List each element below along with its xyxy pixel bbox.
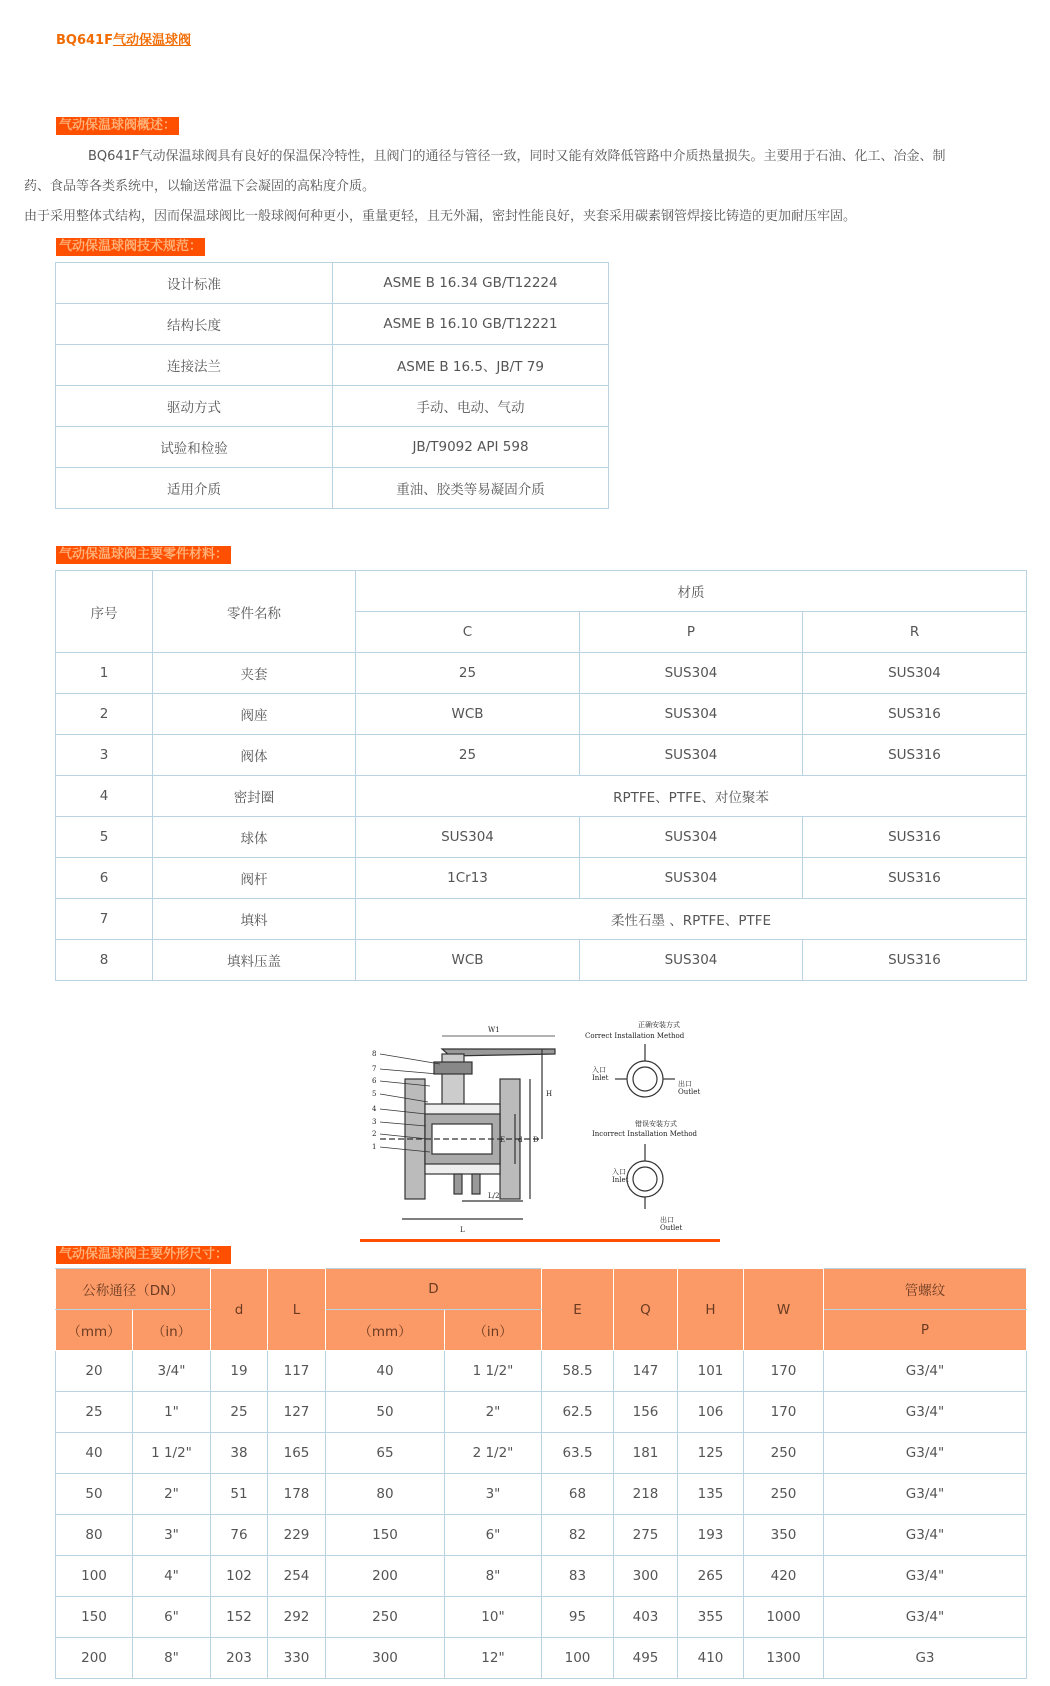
cell-l: 127 [268, 1392, 326, 1433]
cell-l: 292 [268, 1597, 326, 1638]
cell-q: 147 [614, 1351, 678, 1392]
cell-dn-mm: 25 [56, 1392, 133, 1433]
cell-thread-p: G3/4" [824, 1474, 1027, 1515]
part-name: 填料压盖 [153, 940, 356, 981]
cell-e: 58.5 [542, 1351, 614, 1392]
table-row [56, 940, 1027, 981]
header-l: L [268, 1269, 326, 1351]
cell-w: 1000 [744, 1597, 824, 1638]
cell-dn-in: 3" [133, 1515, 211, 1556]
table-row [56, 776, 1027, 817]
header-material: 材质 [356, 571, 1027, 612]
correct-en: Correct Installation Method [585, 1032, 685, 1040]
part-material-p: SUS304 [580, 858, 803, 899]
part-no: 5 [56, 817, 153, 858]
cell-D-mm: 65 [326, 1433, 445, 1474]
table-row [56, 899, 1027, 940]
part-no: 7 [56, 899, 153, 940]
part-material-c: WCB [356, 940, 580, 981]
cell-D-in: 2 1/2" [445, 1433, 542, 1474]
inlet-cn-2: 入口 [612, 1168, 626, 1176]
cell-D-in: 6" [445, 1515, 542, 1556]
overview-line-2: 药、食品等各类系统中，以输送常温下会凝固的高粘度介质。 [24, 179, 376, 194]
part-material-c: SUS304 [356, 817, 580, 858]
spec-key: 试验和检验 [56, 427, 333, 468]
header-dn-mm: （mm） [56, 1310, 133, 1351]
table-row [56, 1351, 1027, 1392]
cell-q: 495 [614, 1638, 678, 1679]
part-no: 6 [56, 858, 153, 899]
part-num-1: 1 [372, 1143, 377, 1151]
cell-thread-p: G3/4" [824, 1556, 1027, 1597]
part-material-p: SUS304 [580, 694, 803, 735]
cell-dn-mm: 40 [56, 1433, 133, 1474]
cell-e: 62.5 [542, 1392, 614, 1433]
cell-q: 181 [614, 1433, 678, 1474]
inlet-en-1: Inlet [592, 1074, 609, 1082]
cell-w: 250 [744, 1474, 824, 1515]
table-row [56, 427, 609, 468]
cell-D-mm: 50 [326, 1392, 445, 1433]
cell-d-small: 152 [211, 1597, 268, 1638]
table-row [56, 304, 609, 345]
dim-h: H [546, 1090, 553, 1098]
cell-h: 101 [678, 1351, 744, 1392]
part-num-2: 2 [372, 1130, 377, 1138]
cell-D-mm: 80 [326, 1474, 445, 1515]
part-num-6: 6 [372, 1077, 377, 1085]
part-material-c: 25 [356, 735, 580, 776]
part-material-r: SUS316 [803, 817, 1027, 858]
cell-dn-mm: 50 [56, 1474, 133, 1515]
part-no: 2 [56, 694, 153, 735]
cell-dn-mm: 150 [56, 1597, 133, 1638]
cell-dn-mm: 20 [56, 1351, 133, 1392]
spec-value: ASME B 16.5、JB/T 79 [333, 345, 609, 386]
cell-d-small: 203 [211, 1638, 268, 1679]
table-row [56, 1433, 1027, 1474]
header-dn-in: （in） [133, 1310, 211, 1351]
part-name: 密封圈 [153, 776, 356, 817]
part-name: 夹套 [153, 653, 356, 694]
cell-e: 95 [542, 1597, 614, 1638]
spec-key: 适用介质 [56, 468, 333, 509]
title-prefix: BQ641F [56, 33, 113, 48]
cell-D-in: 12" [445, 1638, 542, 1679]
table-row [56, 653, 1027, 694]
table-row [56, 345, 609, 386]
cell-D-mm: 200 [326, 1556, 445, 1597]
dim-l2: L/2 [488, 1192, 500, 1200]
cell-dn-in: 3/4" [133, 1351, 211, 1392]
cell-l: 117 [268, 1351, 326, 1392]
part-no: 1 [56, 653, 153, 694]
cell-D-in: 3" [445, 1474, 542, 1515]
table-row [56, 817, 1027, 858]
cell-l: 178 [268, 1474, 326, 1515]
overview-line-3: 由于采用整体式结构，因而保温球阀比一般球阀何种更小，重量更轻，且无外漏，密封性能良好，夹套采用碳素钢管焊接比铸造的更加耐压牢固。 [24, 209, 857, 224]
section-parts: 气动保温球阀主要零件材料： [56, 546, 231, 564]
cell-w: 350 [744, 1515, 824, 1556]
header-thread-p: P [824, 1310, 1027, 1351]
cell-dn-in: 6" [133, 1597, 211, 1638]
dims-table [55, 1268, 1027, 1679]
cell-dn-mm: 100 [56, 1556, 133, 1597]
cell-d-small: 51 [211, 1474, 268, 1515]
overview-paragraph [24, 142, 1011, 232]
part-name: 阀座 [153, 694, 356, 735]
cell-w: 250 [744, 1433, 824, 1474]
part-no: 8 [56, 940, 153, 981]
cell-D-in: 10" [445, 1597, 542, 1638]
correct-cn: 正确安装方式 [638, 1021, 680, 1029]
header-D-in: （in） [445, 1310, 542, 1351]
part-material-p: SUS304 [580, 940, 803, 981]
cell-d-small: 102 [211, 1556, 268, 1597]
cell-d-small: 76 [211, 1515, 268, 1556]
part-num-4: 4 [372, 1105, 377, 1113]
part-name: 阀杆 [153, 858, 356, 899]
dim-e: E [500, 1136, 506, 1144]
cell-dn-in: 1" [133, 1392, 211, 1433]
part-material-r: SUS304 [803, 653, 1027, 694]
part-material-c: 25 [356, 653, 580, 694]
part-material-all: 柔性石墨 、RPTFE、PTFE [356, 899, 1027, 940]
part-material-r: SUS316 [803, 694, 1027, 735]
cell-h: 265 [678, 1556, 744, 1597]
inlet-cn-1: 入口 [592, 1066, 606, 1074]
spec-key: 连接法兰 [56, 345, 333, 386]
part-no: 4 [56, 776, 153, 817]
part-material-p: SUS304 [580, 653, 803, 694]
cell-D-mm: 250 [326, 1597, 445, 1638]
table-row [56, 1597, 1027, 1638]
part-name: 阀体 [153, 735, 356, 776]
table-row [56, 858, 1027, 899]
header-d-small: d [211, 1269, 268, 1351]
cell-w: 170 [744, 1351, 824, 1392]
cell-D-in: 8" [445, 1556, 542, 1597]
header-part-name: 零件名称 [153, 571, 356, 653]
table-row [56, 386, 609, 427]
inlet-en-2: Inlet [612, 1176, 629, 1184]
header-r: R [803, 612, 1027, 653]
part-material-p: SUS304 [580, 735, 803, 776]
spec-key: 结构长度 [56, 304, 333, 345]
cell-thread-p: G3/4" [824, 1392, 1027, 1433]
overview-line-1: BQ641F气动保温球阀具有良好的保温保冷特性，且阀门的通径与管径一致，同时又能有效降低管路中介质热量损失。主要用于石油、化工、冶金、制 [88, 149, 946, 164]
part-material-r: SUS316 [803, 940, 1027, 981]
cell-e: 100 [542, 1638, 614, 1679]
cell-q: 403 [614, 1597, 678, 1638]
header-p: P [580, 612, 803, 653]
cell-q: 218 [614, 1474, 678, 1515]
spec-key: 驱动方式 [56, 386, 333, 427]
header-e: E [542, 1269, 614, 1351]
header-no: 序号 [56, 571, 153, 653]
cell-w: 420 [744, 1556, 824, 1597]
cell-e: 82 [542, 1515, 614, 1556]
part-material-r: SUS316 [803, 735, 1027, 776]
parts-table [55, 570, 1027, 981]
dim-D: D [533, 1136, 539, 1144]
section-spec: 气动保温球阀技术规范： [56, 238, 205, 256]
cell-thread-p: G3 [824, 1638, 1027, 1679]
cell-h: 193 [678, 1515, 744, 1556]
cell-d-small: 38 [211, 1433, 268, 1474]
page-title [56, 29, 191, 48]
cell-thread-p: G3/4" [824, 1351, 1027, 1392]
incorrect-cn: 错误安装方式 [635, 1120, 677, 1128]
spec-table [55, 262, 609, 509]
diagram-underline [360, 1239, 720, 1242]
cell-thread-p: G3/4" [824, 1515, 1027, 1556]
cell-h: 135 [678, 1474, 744, 1515]
cell-D-in: 1 1/2" [445, 1351, 542, 1392]
spec-value: JB/T9092 API 598 [333, 427, 609, 468]
cell-D-mm: 300 [326, 1638, 445, 1679]
cell-l: 254 [268, 1556, 326, 1597]
cell-d-small: 19 [211, 1351, 268, 1392]
cell-q: 156 [614, 1392, 678, 1433]
cell-dn-in: 1 1/2" [133, 1433, 211, 1474]
table-row [56, 1556, 1027, 1597]
cell-l: 330 [268, 1638, 326, 1679]
dim-l: L [460, 1226, 465, 1234]
header-q: Q [614, 1269, 678, 1351]
cell-h: 355 [678, 1597, 744, 1638]
section-dims: 气动保温球阀主要外形尺寸： [56, 1246, 231, 1264]
cell-dn-mm: 80 [56, 1515, 133, 1556]
table-row [56, 1515, 1027, 1556]
cell-q: 300 [614, 1556, 678, 1597]
table-row [56, 735, 1027, 776]
cell-dn-mm: 200 [56, 1638, 133, 1679]
part-num-5: 5 [372, 1090, 377, 1098]
title-link[interactable]: 气动保温球阀 [112, 33, 191, 48]
header-D-mm: （mm） [326, 1310, 445, 1351]
part-material-all: RPTFE、PTFE、对位聚苯 [356, 776, 1027, 817]
incorrect-en: Incorrect Installation Method [592, 1130, 698, 1138]
cell-h: 106 [678, 1392, 744, 1433]
table-row [56, 1638, 1027, 1679]
cell-e: 68 [542, 1474, 614, 1515]
cell-q: 275 [614, 1515, 678, 1556]
dim-w1: W1 [488, 1026, 500, 1034]
part-material-p: SUS304 [580, 817, 803, 858]
table-row [56, 1474, 1027, 1515]
part-material-c: 1Cr13 [356, 858, 580, 899]
part-name: 球体 [153, 817, 356, 858]
part-no: 3 [56, 735, 153, 776]
cell-dn-in: 2" [133, 1474, 211, 1515]
cell-w: 170 [744, 1392, 824, 1433]
part-name: 填料 [153, 899, 356, 940]
cell-d-small: 25 [211, 1392, 268, 1433]
outlet-cn-1: 出口 [678, 1080, 692, 1088]
table-row [56, 694, 1027, 735]
header-w: W [744, 1269, 824, 1351]
outlet-en-2: Outlet [660, 1224, 683, 1232]
header-thread: 管螺纹 [824, 1269, 1027, 1310]
header-c: C [356, 612, 580, 653]
spec-value: 重油、胶类等易凝固介质 [333, 468, 609, 509]
cell-D-in: 2" [445, 1392, 542, 1433]
cell-h: 125 [678, 1433, 744, 1474]
outlet-cn-2: 出口 [660, 1216, 674, 1224]
dim-d: d [518, 1136, 523, 1144]
spec-key: 设计标准 [56, 263, 333, 304]
cell-e: 63.5 [542, 1433, 614, 1474]
cell-D-mm: 150 [326, 1515, 445, 1556]
section-overview: 气动保温球阀概述： [56, 117, 179, 135]
cell-h: 410 [678, 1638, 744, 1679]
table-row [56, 263, 609, 304]
cell-dn-in: 8" [133, 1638, 211, 1679]
part-material-r: SUS316 [803, 858, 1027, 899]
part-num-7: 7 [372, 1065, 377, 1073]
cell-dn-in: 4" [133, 1556, 211, 1597]
spec-value: 手动、电动、气动 [333, 386, 609, 427]
cell-thread-p: G3/4" [824, 1597, 1027, 1638]
table-row [56, 1392, 1027, 1433]
cell-e: 83 [542, 1556, 614, 1597]
header-D: D [326, 1269, 542, 1310]
outlet-en-1: Outlet [678, 1088, 701, 1096]
header-h: H [678, 1269, 744, 1351]
table-row [56, 468, 609, 509]
cell-l: 229 [268, 1515, 326, 1556]
part-material-c: WCB [356, 694, 580, 735]
valve-diagram [360, 1014, 720, 1242]
cell-l: 165 [268, 1433, 326, 1474]
part-num-3: 3 [372, 1118, 377, 1126]
spec-value: ASME B 16.10 GB/T12221 [333, 304, 609, 345]
cell-w: 1300 [744, 1638, 824, 1679]
cell-D-mm: 40 [326, 1351, 445, 1392]
spec-value: ASME B 16.34 GB/T12224 [333, 263, 609, 304]
cell-thread-p: G3/4" [824, 1433, 1027, 1474]
part-num-8: 8 [372, 1050, 377, 1058]
header-dn: 公称通径（DN） [56, 1269, 211, 1310]
